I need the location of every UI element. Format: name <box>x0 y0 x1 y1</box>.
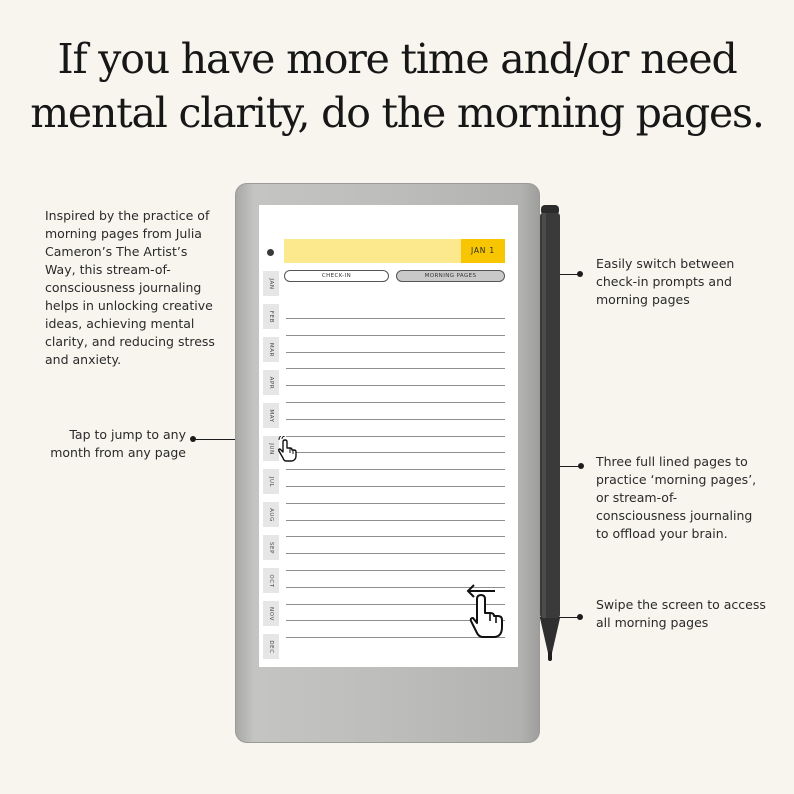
month-tab-mar[interactable] <box>263 337 279 362</box>
month-tab-may[interactable] <box>263 403 279 428</box>
month-label: JUN <box>268 442 274 455</box>
tablet-device <box>235 183 540 743</box>
tap-note: Tap to jump to any month from any page <box>50 427 186 460</box>
switch-leader-dot <box>577 271 583 277</box>
stylus <box>538 205 562 665</box>
month-label: FEB <box>268 310 274 323</box>
writing-line <box>286 368 505 369</box>
month-label: SEP <box>268 541 274 554</box>
month-tab-sep[interactable] <box>263 535 279 560</box>
writing-line <box>286 553 505 554</box>
writing-line <box>286 419 505 420</box>
month-label: OCT <box>268 573 274 588</box>
month-tab-apr[interactable] <box>263 370 279 395</box>
writing-line <box>286 469 505 470</box>
month-label: MAR <box>268 342 274 357</box>
month-label: AUG <box>268 507 274 522</box>
swipe-leader-dot <box>577 614 583 620</box>
writing-line <box>286 436 505 437</box>
month-label: JAN <box>268 277 274 290</box>
writing-line <box>286 352 505 353</box>
month-tab-oct[interactable] <box>263 568 279 593</box>
date-badge: JAN 1 <box>461 239 505 263</box>
tap-hand-icon <box>274 436 300 462</box>
writing-line <box>286 402 505 403</box>
planner-marker-dot <box>267 249 274 256</box>
month-label: APR <box>268 376 274 389</box>
swipe-hand-icon <box>465 583 509 639</box>
writing-line <box>286 570 505 571</box>
writing-line <box>286 335 505 336</box>
writing-line <box>286 452 505 453</box>
month-tab-aug[interactable] <box>263 502 279 527</box>
writing-line <box>286 318 505 319</box>
month-label: JUL <box>268 476 274 487</box>
tab-morning-pages[interactable]: MORNING PAGES <box>396 270 505 282</box>
writing-line <box>286 385 505 386</box>
lined-pages-note: Three full lined pages to practice ‘morning pages’, or stream-of-consciousness journaling to offload your brain. <box>596 454 757 541</box>
lined-leader-dot <box>578 463 584 469</box>
inspiration-note: Inspired by the practice of morning pages from Julia Cameron’s The Artist’s Way, this stream-of-consciousness journaling helps in unlocking creative ideas, achieving mental clarity, and reducing stress and anxiety. <box>45 208 215 367</box>
month-tab-nov[interactable] <box>263 601 279 626</box>
month-label: DEC <box>268 639 274 654</box>
writing-line <box>286 503 505 504</box>
writing-line <box>286 520 505 521</box>
month-label: MAY <box>268 408 274 423</box>
month-tab-dec[interactable] <box>263 634 279 659</box>
month-tab-feb[interactable] <box>263 304 279 329</box>
headline-line-1: If you have more time and/or need <box>57 35 737 83</box>
headline <box>0 32 794 140</box>
writing-line <box>286 536 505 537</box>
month-tab-jul[interactable] <box>263 469 279 494</box>
month-tab-jan[interactable] <box>263 271 279 296</box>
swipe-note: Swipe the screen to access all morning pages <box>596 597 766 630</box>
month-label: NOV <box>268 606 274 621</box>
date-bar <box>284 239 505 263</box>
writing-line <box>286 486 505 487</box>
switch-note: Easily switch between check-in prompts and morning pages <box>596 256 735 307</box>
headline-line-2: mental clarity, do the morning pages. <box>30 89 764 137</box>
tab-check-in[interactable]: CHECK-IN <box>284 270 389 282</box>
